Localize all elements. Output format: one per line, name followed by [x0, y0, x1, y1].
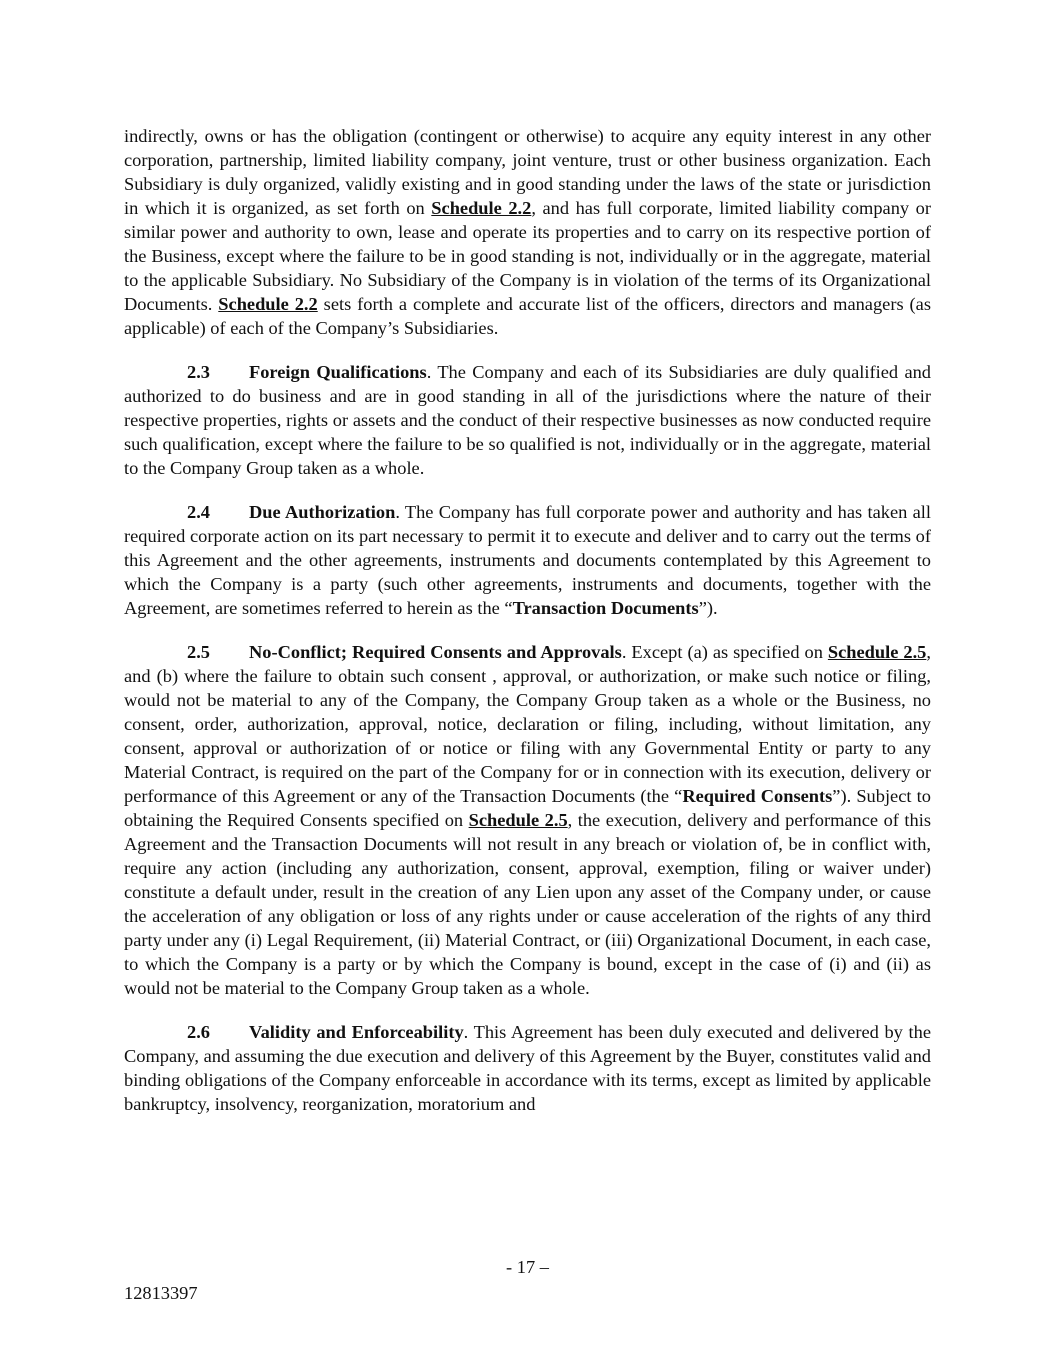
section-number: 2.3: [187, 362, 210, 382]
schedule-reference: Schedule 2.5: [827, 642, 927, 662]
paragraph-continuation: indirectly, owns or has the obligation (contingent or otherwise) to acquire any equity interest in any other corporation, partnership, limited liability company, joint venture, trust or other business organization. Each Subsidiary is duly organized, validly existing and in good standing under the laws of the state or jurisdiction in which it is organized, as set forth on Schedule 2.2, and has full corporate, limited liability company or similar power and authority to own, lease and operate its properties and to carry on its respective portion of the Business, except where the failure to be in good standing is not, individually or in the aggregate, material to the applicable Subsidiary. No Subsidiary of the Company is in violation of the terms of its Organizational Documents. Schedule 2.2 sets forth a complete and accurate list of the officers, directors and managers (as applicable) of each of the Company’s Subsidiaries.: [124, 126, 931, 338]
section-heading: Validity and Enforceability: [249, 1022, 464, 1042]
section-number: 2.5: [187, 642, 210, 662]
schedule-reference: Schedule 2.5: [468, 810, 568, 830]
document-id: 12813397: [124, 1283, 198, 1303]
section-heading: Foreign Qualifications: [249, 362, 427, 382]
schedule-reference: Schedule 2.2: [431, 198, 532, 218]
page-number: - 17 –: [506, 1257, 549, 1277]
section-2-5: 2.5 No-Conflict; Required Consents and Approvals. Except (a) as specified on Schedule 2.5, and (b) where the failure to obtain such consent , approval, or authorization, or make such notice or filing, would not be material to any of the Company, the Company Group taken as a whole or the Business, no consent, order, authorization, approval, notice, declaration or filing, including, without limitation, any consent, approval or authorization of or notice or filing with any Governmental Entity or party to any Material Contract, is required on the part of the Company for or in connection with its execution, delivery or performance of this Agreement or any of the Transaction Documents (the “Required Consents”). Subject to obtaining the Required Consents specified on Schedule 2.5, the execution, delivery and performance of this Agreement and the Transaction Documents will not result in any breach or violation of, be in conflict with, require any action (including any authorization, consent, approval, exemption, filing or waiver under) constitute a default under, result in the creation of any Lien upon any asset of the Company under, or cause the acceleration of any obligation or loss of any rights under or cause acceleration of the rights of any third party under any (i) Legal Requirement, (ii) Material Contract, or (iii) Organizational Document, in each case, to which the Company is a party or by which the Company is bound, except in the case of (i) and (ii) as would not be material to the Company Group taken as a whole.: [124, 642, 931, 998]
section-number: 2.4: [187, 502, 210, 522]
section-2-3: 2.3 Foreign Qualifications. The Company and each of its Subsidiaries are duly qualified and authorized to do business and are in good standing in all of the jurisdictions where the nature of their respective properties, rights or assets and the conduct of their respective businesses as now conducted require such qualification, except where the failure to be so qualified is not, individually or in the aggregate, material to the Company Group taken as a whole.: [124, 362, 931, 478]
defined-term: Transaction Documents: [512, 598, 699, 618]
schedule-reference: Schedule 2.2: [218, 294, 318, 314]
document-body: [124, 124, 931, 1136]
section-number: 2.6: [187, 1022, 210, 1042]
section-heading: Due Authorization: [249, 502, 396, 522]
defined-term: Required Consents: [682, 786, 833, 806]
section-2-4: 2.4 Due Authorization. The Company has full corporate power and authority and has taken all required corporate action on its part necessary to permit it to execute and deliver and to carry out the terms of this Agreement and the other agreements, instruments and documents contemplated by this Agreement to which the Company is a party (such other agreements, instruments and documents, together with the Agreement, are sometimes referred to herein as the “Transaction Documents”).: [124, 502, 931, 618]
section-heading: No-Conflict; Required Consents and Approvals: [249, 642, 622, 662]
section-2-6: 2.6 Validity and Enforceability. This Agreement has been duly executed and delivered by the Company, and assuming the due execution and delivery of this Agreement by the Buyer, constitutes valid and binding obligations of the Company enforceable in accordance with its terms, except as limited by applicable bankruptcy, insolvency, reorganization, moratorium and: [124, 1022, 931, 1114]
